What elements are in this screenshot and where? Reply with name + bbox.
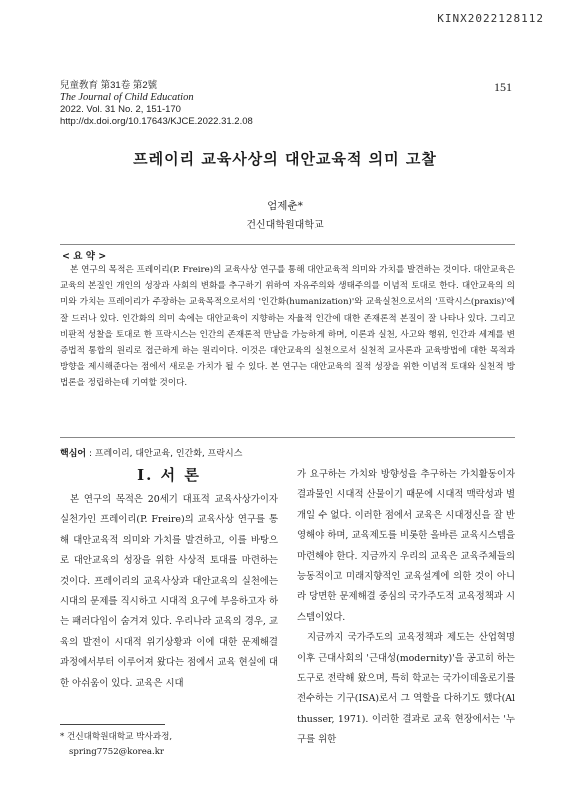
- footnote-rule: [60, 724, 165, 725]
- keywords-sep: :: [86, 449, 95, 459]
- footnote-affiliation: * 건신대학원대학교 박사과정,: [60, 732, 173, 742]
- keywords-text: 프레이리, 대안교육, 인간화, 프락시스: [94, 449, 243, 459]
- affiliation: 건신대학원대학교: [246, 220, 324, 231]
- author: 엄제춘*: [267, 200, 303, 212]
- body-right-column: [297, 465, 515, 751]
- abstract-bottom-rule: [60, 437, 515, 438]
- page-number: 151: [494, 80, 512, 94]
- document-id: KINX2022128112: [437, 12, 544, 25]
- body-right-paragraph-2: 지금까지 국가주도의 교육정책과 제도는 산업혁명 이후 근대사회의 '근대성(modernity)'을 공고히 하는 도구로 전락해 왔으며, 특히 학교는 국가이데올로기를 전수하는 기구(ISA)로서 그 역할을 다하기도 했다(Althusser, 1971). 이러한 결과로 교육 현장에서는 '누구를 위한: [297, 632, 515, 746]
- paper-title: 프레이리 교육사상의 대안교육적 의미 고찰: [133, 150, 437, 168]
- journal-info: [60, 80, 253, 128]
- journal-citation: 2022. Vol. 31 No. 2, 151-170: [60, 104, 181, 115]
- body-left-column: 본 연구의 목적은 20세기 대표적 교육사상가이자 실천가인 프레이리(P. Freire)의 교육사상 연구를 통해 대안교육적 의미와 가치를 발견하고, 이를 바탕으로 대안교육의 성장을 위한 사상적 토대를 마련하는 것이다. 프레이리의 교육사상과 대안교육의 실천에는 시대의 문제를 직시하고 시대적 요구에 부응하고자 하는 패러다임이 숨겨져 있다. 우리나라 교육의 경우, 교육의 발전이 시대적 위기상황과 이에 대한 문제해결 과정에서부터 이루어져 왔다는 점에서 교육 현실에 대한 아쉬움이 있다. 교육은 시대: [60, 494, 278, 689]
- keywords-label: 핵심어: [60, 449, 87, 459]
- footnote: [60, 730, 172, 760]
- body-right-paragraph-1: 가 요구하는 가치와 방향성을 추구하는 가치활동이자 결과물인 시대적 산물이기 때문에 시대적 맥락성과 별개일 수 없다. 이러한 점에서 교육은 시대정신을 잘 반영해야 하며, 교육제도를 비롯한 올바른 교육시스템을 마련해야 한다. 지금까지 우리의 교육은 교육주체들의 능동적이고 미래지향적인 교육설계에 의한 것이 아니라 당면한 문제해결 중심의 국가주도적 교육정책과 시스템이었다.: [297, 469, 515, 623]
- journal-korean: 兒童敎育 第31卷 第2號: [60, 80, 158, 91]
- journal-english: The Journal of Child Education: [60, 92, 194, 103]
- abstract-label: < 요 약 >: [62, 251, 107, 262]
- footnote-email[interactable]: spring7752@korea.kr: [69, 747, 165, 757]
- journal-doi[interactable]: http://dx.doi.org/10.17643/KJCE.2022.31.2.08: [60, 116, 253, 127]
- section-heading: Ⅰ. 서 론: [137, 466, 201, 484]
- keywords: [60, 446, 242, 459]
- abstract-text: 본 연구의 목적은 프레이리(P. Freire)의 교육사상 연구를 통해 대안교육적 의미와 가치를 발견하는 것이다. 대안교육은 교육의 본질인 개인의 성장과 사회의 변화를 추구하기 위하여 자유주의와 생태주의를 이념적 토대로 한다. 대안교육의 의미와 가치는 프레이리가 주장하는 교육목적으로서의 '인간화(humanization)'와 교육실천으로서의 '프락시스(praxis)'에 잘 드러나 있다. 인간화의 의미 속에는 대안교육이 지향하는 자율적 인간에 대한 존재론적 본질이 잘 나타나 있다. 그리고 비판적 성찰을 토대로 한 프락시스는 인간의 존재론적 만남을 가능하게 하며, 이론과 실천, 사고와 행위, 인간과 세계를 변증법적 통합의 원리로 접근하게 하는 원리이다. 이것은 대안교육의 실천으로서 실천적 교사론과 교육방법에 대한 목적과 방향을 제시해준다는 점에서 새로운 가치가 될 수 있다. 본 연구는 대안교육의 질적 성장을 위한 이념적 토대와 실천적 방법론을 정립하는데 기여할 것이다.: [60, 265, 515, 389]
- abstract-top-rule: [60, 244, 515, 245]
